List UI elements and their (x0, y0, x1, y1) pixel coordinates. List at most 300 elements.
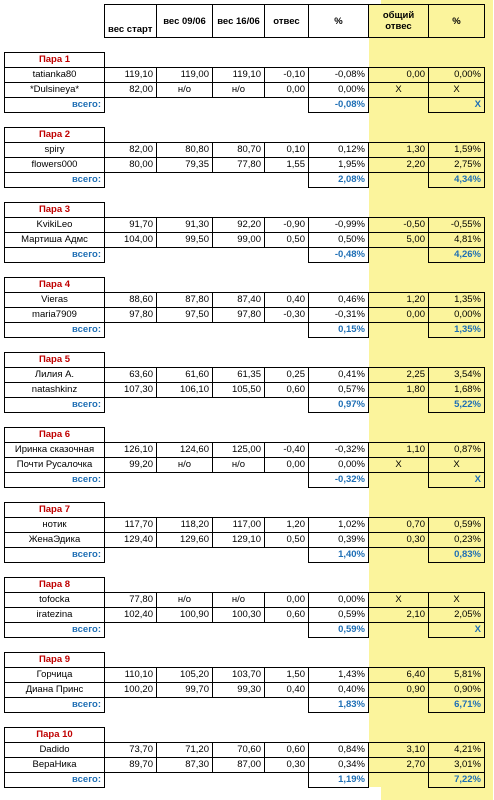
weight-1606: 119,10 (213, 67, 265, 82)
total-loss: 1,10 (369, 442, 429, 457)
start-weight: 104,00 (105, 232, 157, 247)
empty-cell (265, 352, 309, 367)
spacer-cell (429, 337, 485, 352)
total-label: всего: (5, 322, 105, 337)
weight-loss: 0,00 (265, 457, 309, 472)
spacer-cell (429, 487, 485, 502)
spacer-cell (213, 112, 265, 127)
loss-percent: 0,34% (309, 757, 369, 772)
spacer-cell (265, 487, 309, 502)
empty-cell (369, 397, 429, 412)
pair-total-row (5, 322, 485, 337)
start-weight: 80,00 (105, 157, 157, 172)
spacer-cell (309, 487, 369, 502)
start-weight: 110,10 (105, 667, 157, 682)
spacer-cell (5, 337, 105, 352)
spacer-cell (265, 712, 309, 727)
pair-title: Пара 8 (5, 577, 105, 592)
weight-1606: н/о (213, 457, 265, 472)
participant-name: Диана Принс (5, 682, 105, 697)
empty-cell (157, 247, 213, 262)
total-loss: 5,00 (369, 232, 429, 247)
weight-loss: 0,00 (265, 82, 309, 97)
participant-name: Мартиша Адмс (5, 232, 105, 247)
spacer-cell (5, 712, 105, 727)
empty-cell (213, 52, 265, 67)
empty-cell (157, 202, 213, 217)
participant-name: Vieras (5, 292, 105, 307)
participant-row (5, 82, 485, 97)
loss-percent: 0,41% (309, 367, 369, 382)
empty-cell (213, 247, 265, 262)
weight-1606: 117,00 (213, 517, 265, 532)
empty-cell (369, 127, 429, 142)
total-loss: 2,10 (369, 607, 429, 622)
total-loss-percent: 0,87% (429, 442, 485, 457)
spacer-cell (105, 562, 157, 577)
empty-cell (369, 472, 429, 487)
empty-cell (369, 577, 429, 592)
empty-cell (157, 322, 213, 337)
empty-cell (213, 502, 265, 517)
spacer-cell (429, 412, 485, 427)
empty-cell (213, 322, 265, 337)
participant-name: Почти Русалочка (5, 457, 105, 472)
empty-cell (105, 172, 157, 187)
weight-1606: 87,40 (213, 292, 265, 307)
pair-total-percent: 0,15% (309, 322, 369, 337)
spacer-cell (265, 187, 309, 202)
weight-0906: 79,35 (157, 157, 213, 172)
spacer-cell (369, 187, 429, 202)
pair-title: Пара 7 (5, 502, 105, 517)
weight-1606: 87,00 (213, 757, 265, 772)
empty-cell (369, 247, 429, 262)
spacer-cell (157, 337, 213, 352)
participant-row (5, 292, 485, 307)
spacer-row (5, 412, 485, 427)
loss-percent: 0,40% (309, 682, 369, 697)
pair-title-row (5, 502, 485, 517)
weight-1606: 80,70 (213, 142, 265, 157)
spacer-cell (429, 637, 485, 652)
empty-cell (369, 322, 429, 337)
empty-cell (213, 577, 265, 592)
empty-cell (213, 397, 265, 412)
weight-loss: -0,30 (265, 307, 309, 322)
empty-cell (429, 577, 485, 592)
weight-0906: 119,00 (157, 67, 213, 82)
loss-percent: 0,59% (309, 607, 369, 622)
weight-0906: 80,80 (157, 142, 213, 157)
participant-row (5, 67, 485, 82)
pair-total-row (5, 397, 485, 412)
empty-cell (105, 472, 157, 487)
header-loss: отвес (265, 5, 309, 38)
spacer-cell (5, 637, 105, 652)
spacer-cell (265, 337, 309, 352)
empty-cell (265, 502, 309, 517)
loss-percent: -0,08% (309, 67, 369, 82)
participant-row (5, 742, 485, 757)
pair-total-row (5, 97, 485, 112)
weight-1606: 103,70 (213, 667, 265, 682)
empty-cell (369, 277, 429, 292)
empty-cell (369, 697, 429, 712)
weight-1606: 97,80 (213, 307, 265, 322)
spacer-cell (213, 38, 265, 53)
spacer-cell (369, 412, 429, 427)
total-loss: 1,30 (369, 142, 429, 157)
pair-total-percent: 0,97% (309, 397, 369, 412)
loss-percent: 1,95% (309, 157, 369, 172)
empty-cell (157, 652, 213, 667)
spacer-row (5, 187, 485, 202)
total-loss: 0,00 (369, 67, 429, 82)
weight-1606: 61,35 (213, 367, 265, 382)
empty-cell (157, 472, 213, 487)
empty-cell (105, 727, 157, 742)
total-loss: 1,20 (369, 292, 429, 307)
empty-cell (213, 727, 265, 742)
participant-row (5, 382, 485, 397)
pair-title: Пара 2 (5, 127, 105, 142)
weight-loss: 0,40 (265, 292, 309, 307)
pair-title-row (5, 577, 485, 592)
total-label: всего: (5, 97, 105, 112)
loss-percent: -0,32% (309, 442, 369, 457)
empty-cell (309, 202, 369, 217)
empty-cell (369, 502, 429, 517)
spacer-cell (5, 487, 105, 502)
participant-row (5, 307, 485, 322)
total-loss: 0,30 (369, 532, 429, 547)
total-loss-percent: 2,05% (429, 607, 485, 622)
participant-name: *Dulsineya* (5, 82, 105, 97)
weight-0906: 87,30 (157, 757, 213, 772)
weight-loss: 0,60 (265, 742, 309, 757)
header-row (5, 5, 485, 38)
empty-cell (309, 727, 369, 742)
pair-total-percent: 1,19% (309, 772, 369, 787)
empty-cell (157, 277, 213, 292)
loss-percent: 1,43% (309, 667, 369, 682)
empty-cell (429, 127, 485, 142)
spacer-row (5, 112, 485, 127)
pair-total-overall: 4,34% (429, 172, 485, 187)
spacer-cell (157, 712, 213, 727)
weight-loss: 0,60 (265, 382, 309, 397)
participant-name: tofocka (5, 592, 105, 607)
weight-0906: 99,50 (157, 232, 213, 247)
pair-title-row (5, 652, 485, 667)
spacer-cell (265, 262, 309, 277)
total-loss: 2,20 (369, 157, 429, 172)
participant-name: spiry (5, 142, 105, 157)
weight-0906: 105,20 (157, 667, 213, 682)
spacer-cell (5, 562, 105, 577)
spacer-cell (5, 38, 105, 53)
spacer-cell (265, 412, 309, 427)
total-loss-percent: 1,59% (429, 142, 485, 157)
empty-cell (157, 427, 213, 442)
pair-total-overall: 4,26% (429, 247, 485, 262)
empty-cell (309, 352, 369, 367)
empty-cell (265, 202, 309, 217)
empty-cell (369, 622, 429, 637)
spacer-cell (157, 487, 213, 502)
pair-total-percent: -0,48% (309, 247, 369, 262)
empty-cell (105, 127, 157, 142)
total-loss-percent: X (429, 592, 485, 607)
pair-title-row (5, 277, 485, 292)
pair-title: Пара 10 (5, 727, 105, 742)
total-loss-percent: 1,68% (429, 382, 485, 397)
total-loss-percent: X (429, 457, 485, 472)
pair-title: Пара 5 (5, 352, 105, 367)
spacer-cell (369, 637, 429, 652)
empty-cell (213, 622, 265, 637)
spacer-cell (309, 562, 369, 577)
loss-percent: 0,39% (309, 532, 369, 547)
empty-cell (213, 547, 265, 562)
participant-name: ЖенаЭдика (5, 532, 105, 547)
weight-loss-table (4, 4, 485, 788)
participant-row (5, 457, 485, 472)
empty-cell (157, 97, 213, 112)
pair-total-row (5, 697, 485, 712)
empty-cell (265, 697, 309, 712)
spacer-cell (429, 262, 485, 277)
empty-cell (265, 97, 309, 112)
weight-1606: 70,60 (213, 742, 265, 757)
loss-percent: 0,12% (309, 142, 369, 157)
pair-total-row (5, 547, 485, 562)
spacer-cell (429, 112, 485, 127)
empty-cell (265, 622, 309, 637)
empty-cell (369, 727, 429, 742)
weight-1606: 99,00 (213, 232, 265, 247)
loss-percent: 0,00% (309, 592, 369, 607)
empty-cell (105, 322, 157, 337)
total-loss-percent: 3,54% (429, 367, 485, 382)
spacer-cell (369, 38, 429, 53)
spacer-cell (105, 262, 157, 277)
pair-total-overall: 7,22% (429, 772, 485, 787)
empty-cell (105, 697, 157, 712)
total-loss: 3,10 (369, 742, 429, 757)
total-label: всего: (5, 397, 105, 412)
empty-cell (309, 652, 369, 667)
total-loss: 1,80 (369, 382, 429, 397)
start-weight: 73,70 (105, 742, 157, 757)
total-label: всего: (5, 472, 105, 487)
pair-total-overall: X (429, 97, 485, 112)
spacer-cell (105, 637, 157, 652)
empty-cell (429, 427, 485, 442)
spacer-cell (369, 712, 429, 727)
empty-cell (429, 727, 485, 742)
empty-cell (369, 547, 429, 562)
participant-name: natashkinz (5, 382, 105, 397)
pair-total-row (5, 772, 485, 787)
empty-cell (309, 127, 369, 142)
spacer-cell (309, 262, 369, 277)
loss-percent: 0,57% (309, 382, 369, 397)
empty-cell (105, 622, 157, 637)
header-total-percent: % (429, 5, 485, 38)
empty-cell (429, 202, 485, 217)
spacer-cell (105, 487, 157, 502)
empty-cell (265, 247, 309, 262)
loss-percent: 0,50% (309, 232, 369, 247)
pair-total-row (5, 622, 485, 637)
empty-cell (105, 52, 157, 67)
weight-1606: 77,80 (213, 157, 265, 172)
total-loss: X (369, 82, 429, 97)
spacer-cell (105, 412, 157, 427)
total-label: всего: (5, 547, 105, 562)
empty-cell (429, 502, 485, 517)
total-label: всего: (5, 172, 105, 187)
start-weight: 77,80 (105, 592, 157, 607)
weight-loss: 1,50 (265, 667, 309, 682)
pair-title-row (5, 127, 485, 142)
weight-1606: 129,10 (213, 532, 265, 547)
spacer-cell (429, 562, 485, 577)
empty-cell (213, 202, 265, 217)
total-label: всего: (5, 247, 105, 262)
total-loss: 0,00 (369, 307, 429, 322)
empty-cell (105, 502, 157, 517)
empty-cell (429, 652, 485, 667)
empty-cell (369, 97, 429, 112)
total-loss-percent: 0,90% (429, 682, 485, 697)
empty-cell (309, 502, 369, 517)
participant-row (5, 442, 485, 457)
start-weight: 100,20 (105, 682, 157, 697)
start-weight: 126,10 (105, 442, 157, 457)
weight-1606: 100,30 (213, 607, 265, 622)
spacer-cell (213, 412, 265, 427)
weight-loss: -0,10 (265, 67, 309, 82)
spacer-cell (369, 487, 429, 502)
spacer-cell (157, 187, 213, 202)
total-loss: 2,25 (369, 367, 429, 382)
empty-cell (157, 52, 213, 67)
empty-cell (105, 772, 157, 787)
empty-cell (369, 772, 429, 787)
pair-title: Пара 6 (5, 427, 105, 442)
loss-percent: 0,00% (309, 457, 369, 472)
spacer-row (5, 712, 485, 727)
empty-cell (105, 247, 157, 262)
weight-0906: 87,80 (157, 292, 213, 307)
header-weight-0906: вес 09/06 (157, 5, 213, 38)
weight-0906: 91,30 (157, 217, 213, 232)
pair-total-percent: 0,59% (309, 622, 369, 637)
empty-cell (157, 772, 213, 787)
participant-name: ВераНика (5, 757, 105, 772)
empty-cell (213, 97, 265, 112)
total-loss: 0,90 (369, 682, 429, 697)
weight-0906: н/о (157, 457, 213, 472)
pair-title: Пара 9 (5, 652, 105, 667)
spacer-cell (309, 187, 369, 202)
weight-0906: 71,20 (157, 742, 213, 757)
pair-total-percent: -0,32% (309, 472, 369, 487)
empty-cell (157, 352, 213, 367)
start-weight: 63,60 (105, 367, 157, 382)
total-loss: 0,70 (369, 517, 429, 532)
empty-cell (213, 172, 265, 187)
spacer-cell (213, 487, 265, 502)
weight-1606: 125,00 (213, 442, 265, 457)
total-loss: X (369, 592, 429, 607)
pair-total-row (5, 172, 485, 187)
weight-0906: н/о (157, 82, 213, 97)
empty-cell (213, 427, 265, 442)
spacer-row (5, 637, 485, 652)
total-label: всего: (5, 697, 105, 712)
empty-cell (105, 352, 157, 367)
participant-row (5, 367, 485, 382)
pair-total-overall: 6,71% (429, 697, 485, 712)
weight-1606: 105,50 (213, 382, 265, 397)
weight-loss: 0,60 (265, 607, 309, 622)
weight-0906: н/о (157, 592, 213, 607)
pair-title-row (5, 727, 485, 742)
participant-row (5, 142, 485, 157)
weight-0906: 99,70 (157, 682, 213, 697)
weight-0906: 124,60 (157, 442, 213, 457)
participant-name: iratezina (5, 607, 105, 622)
loss-percent: -0,31% (309, 307, 369, 322)
spacer-cell (157, 112, 213, 127)
participant-name: Горчица (5, 667, 105, 682)
weight-loss: 0,40 (265, 682, 309, 697)
empty-cell (105, 397, 157, 412)
empty-cell (309, 52, 369, 67)
empty-cell (157, 577, 213, 592)
empty-cell (369, 172, 429, 187)
spacer-cell (429, 712, 485, 727)
spacer-cell (265, 112, 309, 127)
spacer-cell (5, 187, 105, 202)
spacer-row (5, 487, 485, 502)
total-loss-percent: 5,81% (429, 667, 485, 682)
spacer-cell (157, 38, 213, 53)
start-weight: 99,20 (105, 457, 157, 472)
empty-cell (157, 727, 213, 742)
pair-title: Пара 4 (5, 277, 105, 292)
weight-loss: 0,30 (265, 757, 309, 772)
empty-cell (105, 652, 157, 667)
empty-cell (429, 352, 485, 367)
empty-cell (265, 577, 309, 592)
pair-title-row (5, 52, 485, 67)
participant-row (5, 592, 485, 607)
total-loss-percent: 3,01% (429, 757, 485, 772)
pair-total-overall: 1,35% (429, 322, 485, 337)
start-weight: 117,70 (105, 517, 157, 532)
empty-cell (157, 622, 213, 637)
empty-cell (105, 277, 157, 292)
empty-cell (213, 772, 265, 787)
spacer-cell (105, 337, 157, 352)
participant-name: maria7909 (5, 307, 105, 322)
participant-row (5, 532, 485, 547)
